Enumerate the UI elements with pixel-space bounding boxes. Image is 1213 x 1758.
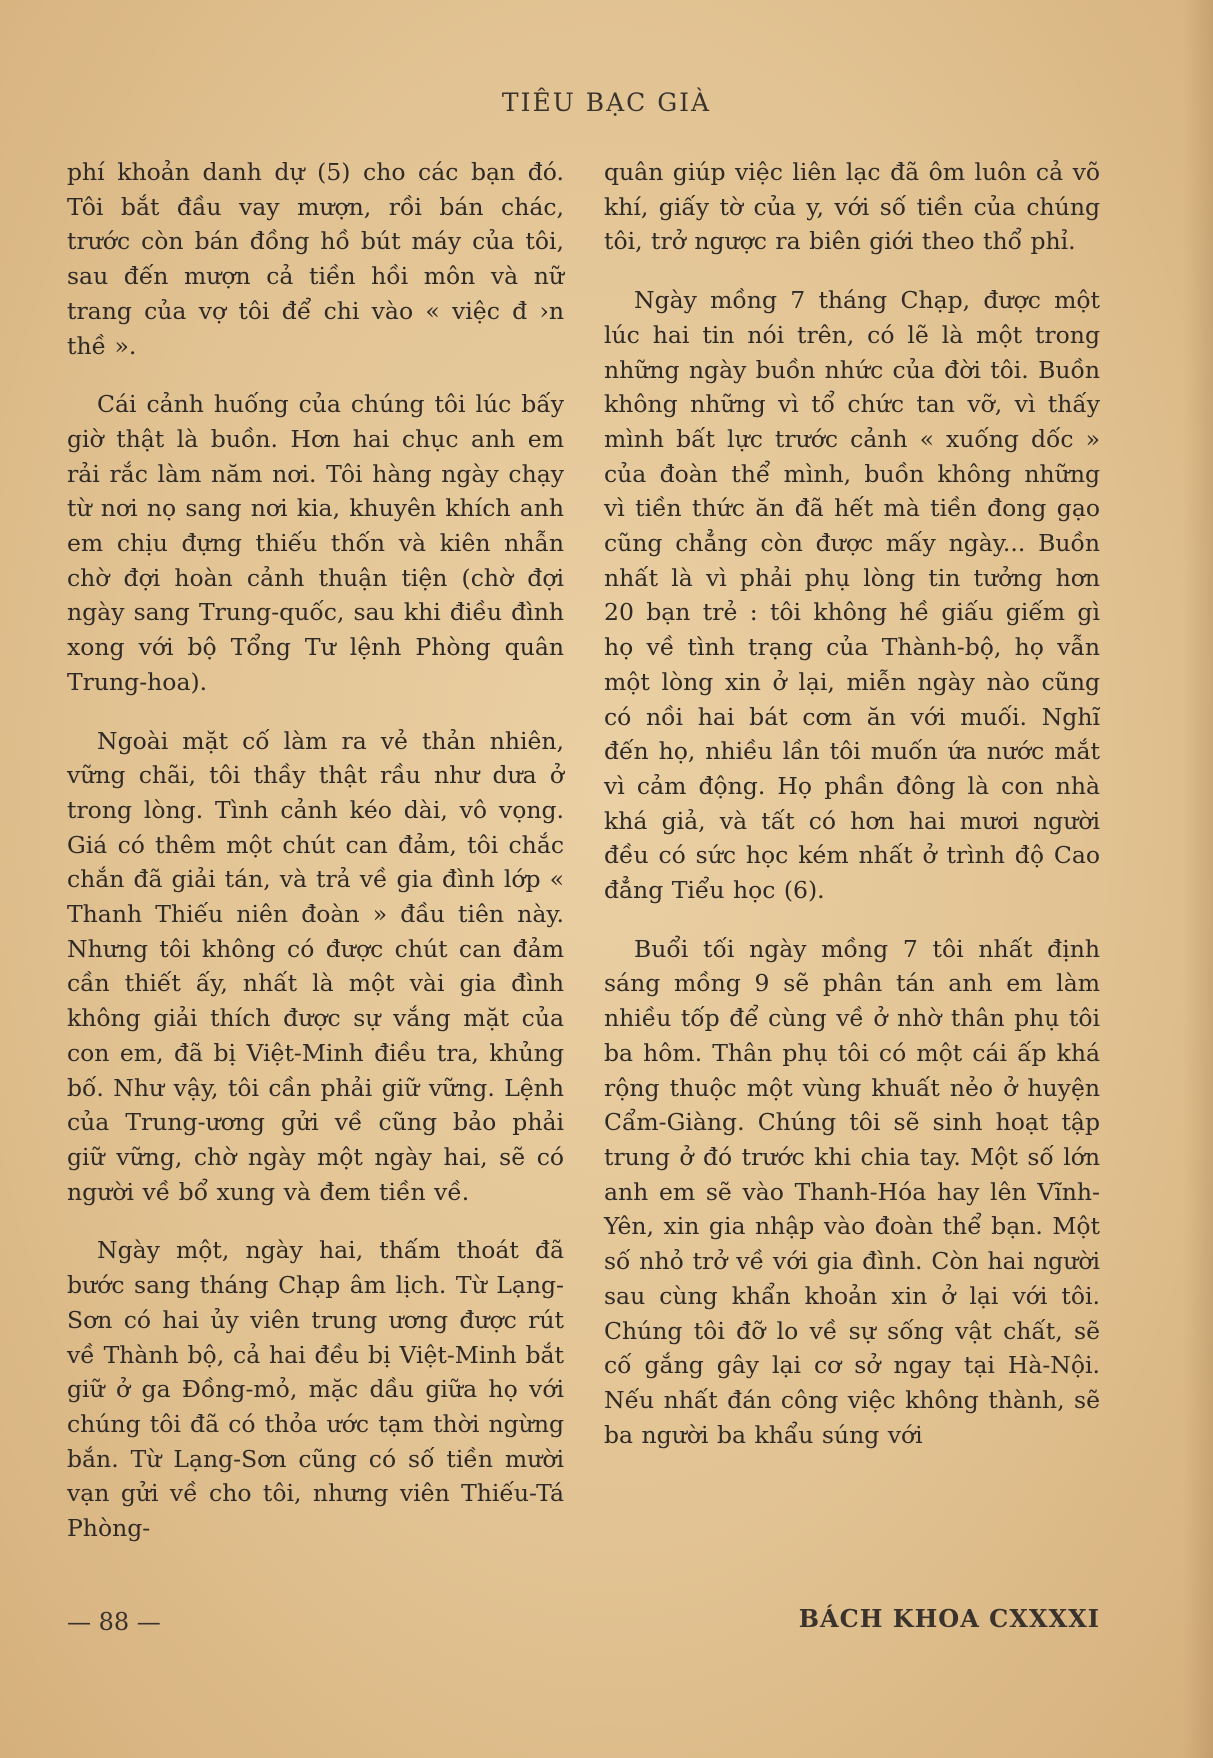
running-header: TIÊU BẠC GIÀ	[501, 88, 712, 117]
right-paragraph-1: quân giúp việc liên lạc đã ôm luôn cả võ khí, giấy tờ của y, với số tiền của chúng tôi, trở ngược ra biên giới theo thổ phỉ.	[604, 158, 1100, 256]
right-paragraph-3: Buổi tối ngày mồng 7 tôi nhất định sáng mồng 9 sẽ phân tán anh em làm nhiều tốp để cùng về ở nhờ thân phụ tôi ba hôm. Thân phụ tôi có một cái ấp khá rộng thuộc một vùng khuất nẻo ở huyện Cẩm-Giàng. Chúng tôi sẽ sinh hoạt tập trung ở đó trước khi chia tay. Một số lớn anh em sẽ vào Thanh-Hóa hay lên Vĩnh-Yên, xin gia nhập vào đoàn thể bạn. Một số nhỏ trở về với gia đình. Còn hai người sau cùng khẩn khoản xin ở lại với tôi. Chúng tôi đỡ lo về sự sống vật chất, sẽ cố gắng gây lại cơ sở ngay tại Hà-Nội. Nếu nhất đán công việc không thành, sẽ ba người ba khẩu súng với	[604, 934, 1100, 1449]
left-column	[67, 155, 564, 1570]
left-paragraph-1: phí khoản danh dự (5) cho các bạn đó. Tôi bắt đầu vay mượn, rồi bán chác, trước còn bán đồng hồ bút máy của tôi, sau đến mượn cả tiền hồi môn và nữ trang của vợ tôi để chi vào « việc đ ›n thề ».	[67, 158, 564, 360]
left-paragraph-4: Ngày một, ngày hai, thấm thoát đã bước sang tháng Chạp âm lịch. Từ Lạng-Sơn có hai ủy viên trung ương được rút về Thành bộ, cả hai đều bị Việt-Minh bắt giữ ở ga Đồng-mỏ, mặc dầu giữa họ với chúng tôi đã có thỏa ước tạm thời ngừng bắn. Từ Lạng-Sơn cũng có số tiền mười vạn gửi về cho tôi, nhưng viên Thiếu-Tá Phòng-	[67, 1236, 564, 1543]
right-column	[604, 155, 1100, 1476]
page-edge-shadow	[1183, 0, 1213, 1758]
page-number: — 88 —	[67, 1608, 161, 1636]
left-paragraph-3: Ngoài mặt cố làm ra vẻ thản nhiên, vững chãi, tôi thầy thật rầu như dưa ở trong lòng. Tình cảnh kéo dài, vô vọng. Giá có thêm một chút can đảm, tôi chắc chắn đã giải tán, và trả về gia đình lớp « Thanh Thiếu niên đoàn » đầu tiên này. Nhưng tôi không có được chút can đảm cần thiết ấy, nhất là một vài gia đình không giải thích được sự vắng mặt của con em, đã bị Việt-Minh điều tra, khủng bố. Như vậy, tôi cần phải giữ vững. Lệnh của Trung-ương gửi về cũng bảo phải giữ vững, chờ ngày một ngày hai, sẽ có người về bổ xung và đem tiền về.	[67, 726, 564, 1206]
right-paragraph-2: Ngày mồng 7 tháng Chạp, được một lúc hai tin nói trên, có lẽ là một trong những ngày buồn nhức của đời tôi. Buồn không những vì tổ chức tan vỡ, vì thấy mình bất lực trước cảnh « xuống dốc » của đoàn thể mình, buồn không những vì tiền thức ăn đã hết mà tiền đong gạo cũng chẳng còn được mấy ngày... Buồn nhất là vì phải phụ lòng tin tưởng hơn 20 bạn trẻ : tôi không hề giấu giếm gì họ về tình trạng của Thành-bộ, họ vẫn một lòng xin ở lại, miễn ngày nào cũng có nồi hai bát cơm ăn với muối. Nghĩ đến họ, nhiều lần tôi muốn ứa nước mắt vì cảm động. Họ phần đông là con nhà khá giả, và tất có hơn hai mươi người đều có sức học kém nhất ở trình độ Cao đẳng Tiểu học (6).	[604, 286, 1100, 905]
left-paragraph-2: Cái cảnh huống của chúng tôi lúc bấy giờ thật là buồn. Hơn hai chục anh em rải rắc làm năm nơi. Tôi hàng ngày chạy từ nơi nọ sang nơi kia, khuyên khích anh em chịu đựng thiếu thốn và kiên nhẫn chờ đợi hoàn cảnh thuận tiện (chờ đợi ngày sang Trung-quốc, sau khi điều đình xong với bộ Tổng Tư lệnh Phòng quân Trung-hoa).	[67, 390, 564, 696]
magazine-issue: BÁCH KHOA CXXXXI	[798, 1604, 1100, 1633]
